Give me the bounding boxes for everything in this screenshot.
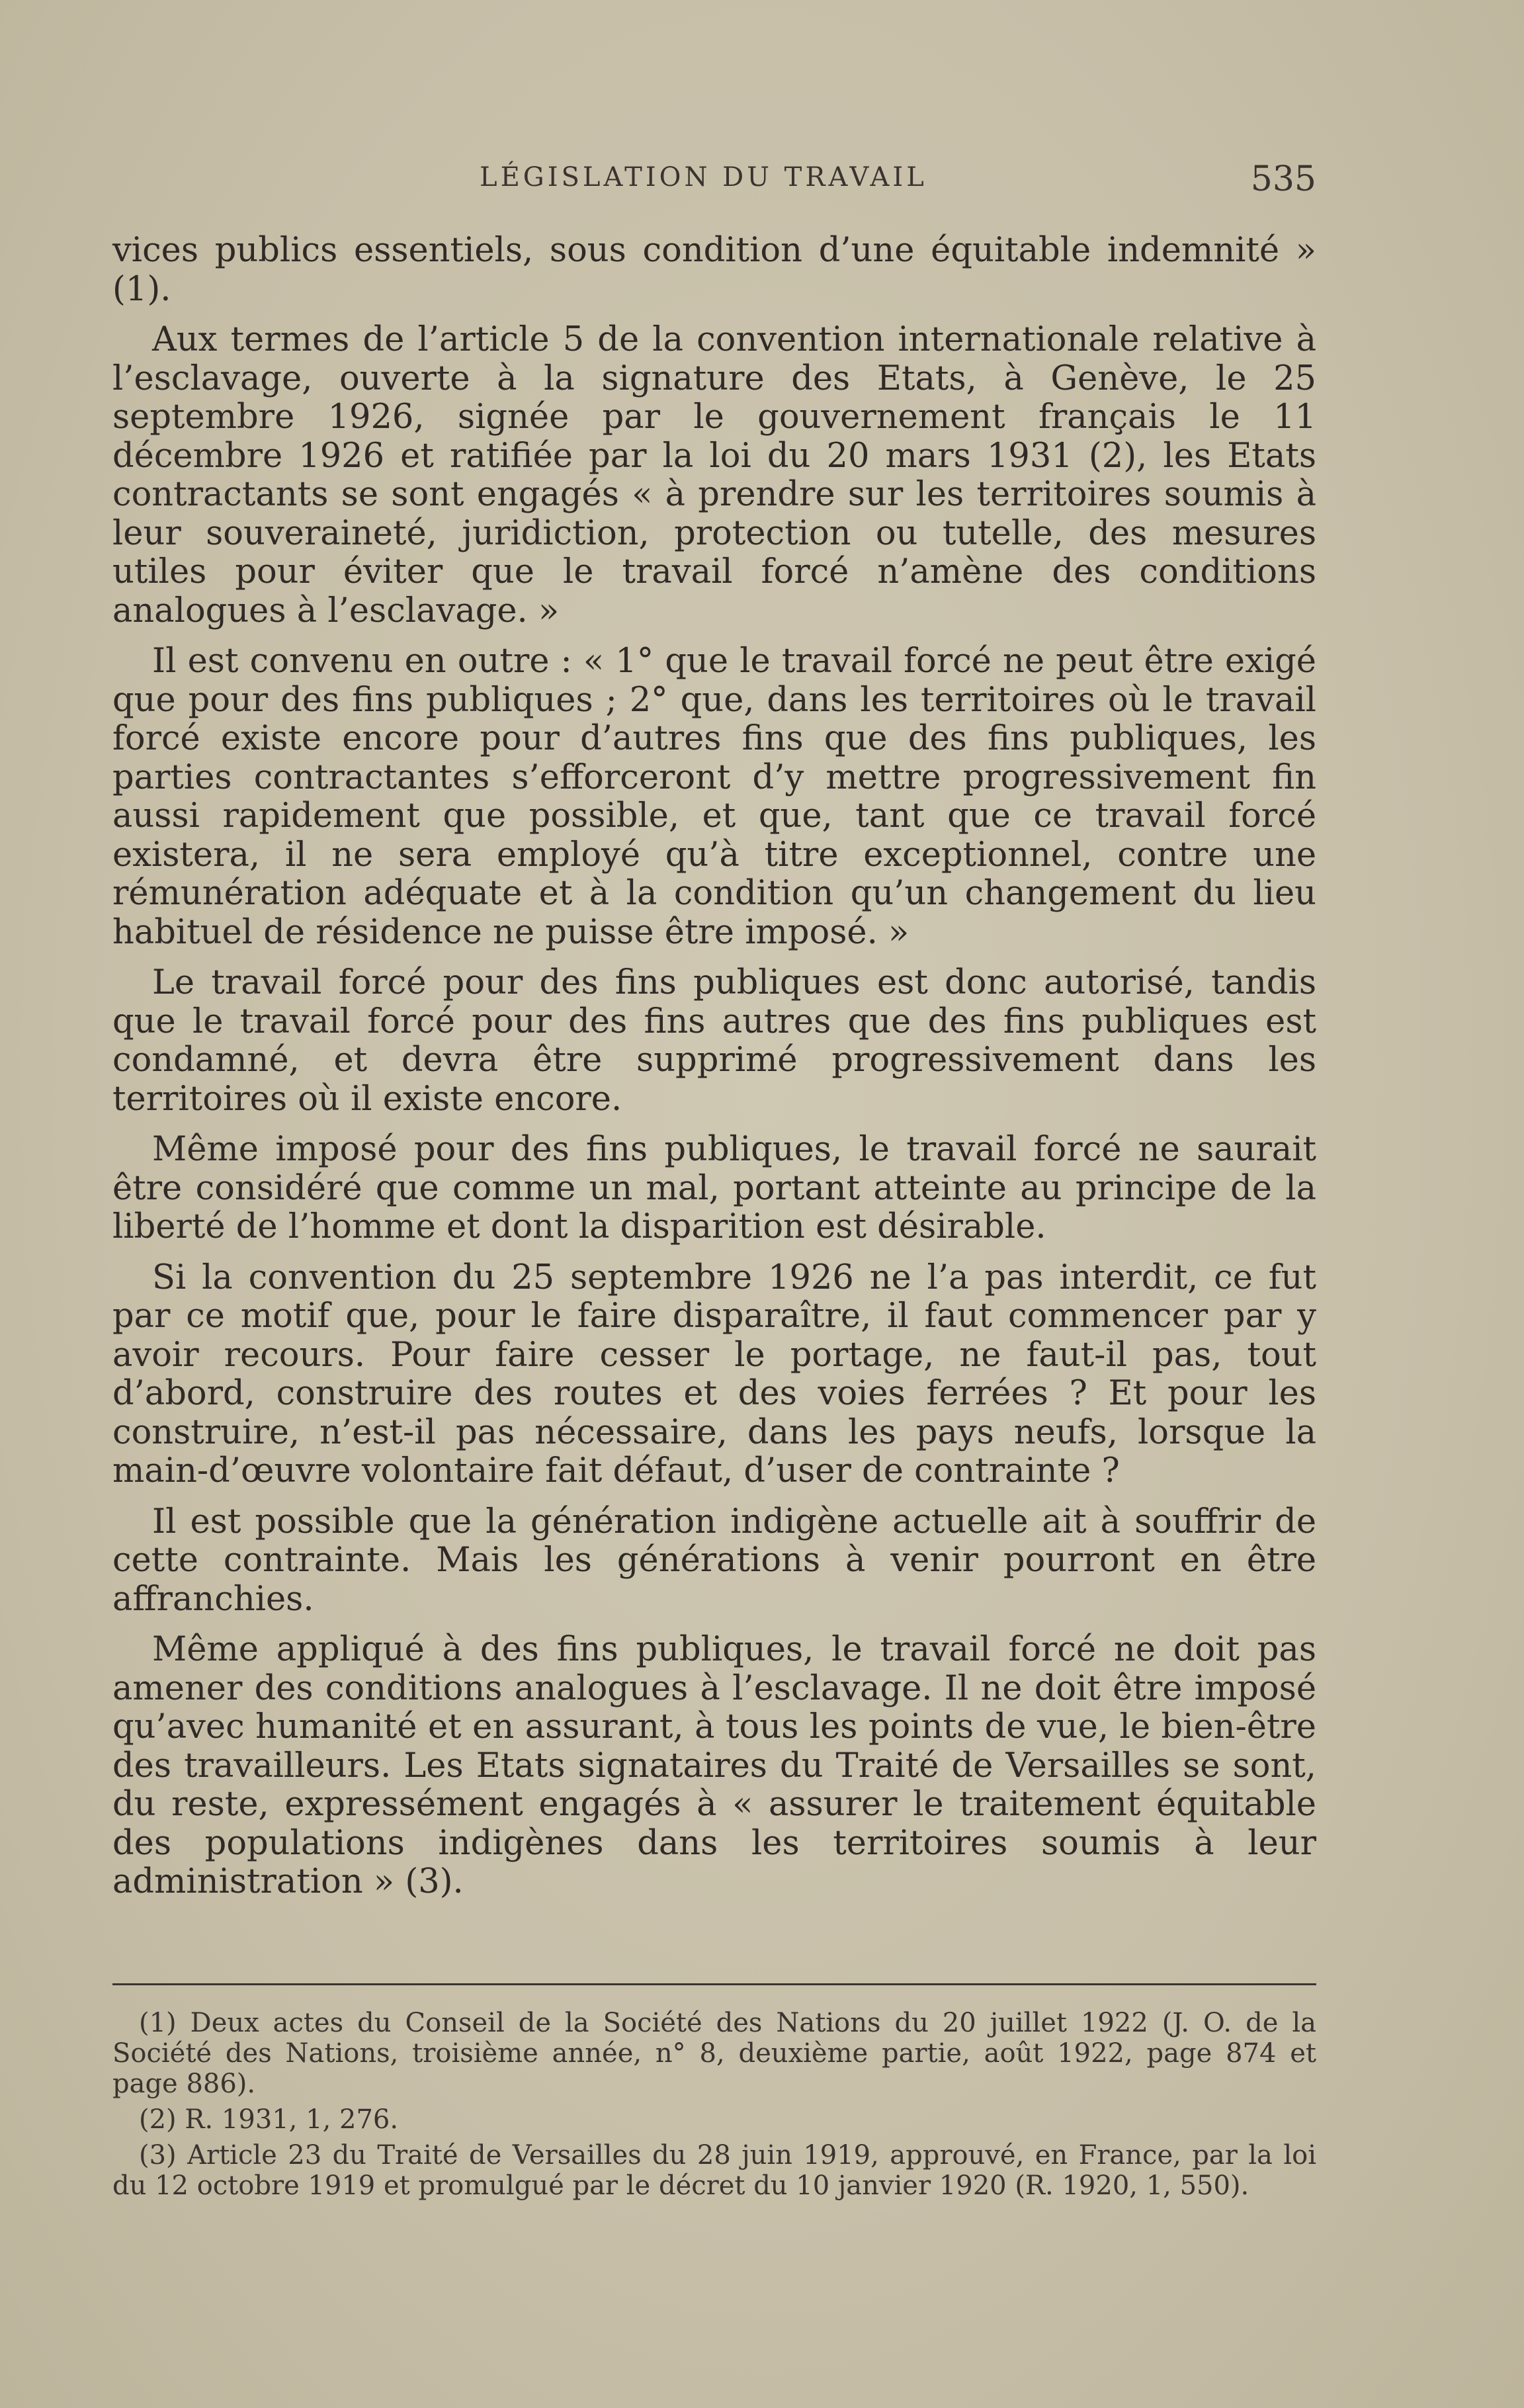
footnote-separator bbox=[112, 1983, 1316, 1985]
paragraph: Il est convenu en outre : « 1° que le travail forcé ne peut être exigé que pour des fins publiques ; 2° que, dans les territoires où le travail forcé existe encore pour d’autres fins que des fins publiques, les parties contractantes s’efforceront d’y mettre progressivement fin aussi rapidement que possible, et que, tant que ce travail forcé existera, il ne sera employé qu’à titre exceptionnel, contre une rémunération adéquate et à la condition qu’un changement du lieu habituel de résidence ne puisse être imposé. » bbox=[112, 642, 1316, 952]
paragraph: Aux termes de l’article 5 de la convention internationale relative à l’esclavage, ouverte à la signature des Etats, à Genève, le 25 septembre 1926, signée par le gouvernement français le 11 décembre 1926 et ratifiée par la loi du 20 mars 1931 (2), les Etats contractants se sont engagés « à prendre sur les territoires soumis à leur souveraineté, juridiction, protection ou tutelle, des mesures utiles pour éviter que le travail forcé n’amène des conditions analogues à l’esclavage. » bbox=[112, 320, 1316, 630]
footnote: (2) R. 1931, 1, 276. bbox=[139, 2104, 399, 2135]
paragraph: Si la convention du 25 septembre 1926 ne l’a pas interdit, ce fut par ce motif que, pour le faire disparaître, il faut commencer par y avoir recours. Pour faire cesser le portage, ne faut-il pas, tout d’abord, construire des routes et des voies ferrées ? Et pour les construire, n’est-il pas nécessaire, dans les pays neufs, lorsque la main-d’œuvre volontaire fait défaut, d’user de contrainte ? bbox=[112, 1258, 1316, 1490]
footnote: (3) Article 23 du Traité de Versailles du 28 juin 1919, approuvé, en France, par la loi du 12 octobre 1919 et promulgué par le décret du 10 janvier 1920 (R. 1920, 1, 550). bbox=[112, 2140, 1316, 2201]
page-number: 535 bbox=[1250, 159, 1316, 199]
paragraph: Même appliqué à des fins publiques, le travail forcé ne doit pas amener des conditions analogues à l’esclavage. Il ne doit être imposé qu’avec humanité et en assurant, à tous les points de vue, le bien-être des travailleurs. Les Etats signataires du Traité de Versailles se sont, du reste, expressément engagés à « assurer le traitement équitable des populations indigènes dans les territoires soumis à leur administration » (3). bbox=[112, 1630, 1316, 1901]
paragraph: Il est possible que la génération indigène actuelle ait à souffrir de cette contrainte. Mais les générations à venir pourront en être affranchies. bbox=[112, 1502, 1316, 1619]
footnotes bbox=[112, 2008, 1316, 2206]
page-header bbox=[112, 159, 1316, 208]
paragraph-continuation: vices publics essentiels, sous condition d’une équitable indemnité » (1). bbox=[112, 231, 1316, 309]
paragraph: Même imposé pour des fins publiques, le travail forcé ne saurait être considéré que comme un mal, portant atteinte au principe de la liberté de l’homme et dont la disparition est désirable. bbox=[112, 1130, 1316, 1246]
paragraph: Le travail forcé pour des fins publiques est donc autorisé, tandis que le travail forcé pour des fins autres que des fins publiques est condamné, et devra être supprimé progressivement dans les territoires où il existe encore. bbox=[112, 963, 1316, 1119]
running-title: LÉGISLATION DU TRAVAIL bbox=[480, 162, 927, 193]
main-text bbox=[112, 232, 1316, 1914]
footnote: (1) Deux actes du Conseil de la Société des Nations du 20 juillet 1922 (J. O. de la Société des Nations, troisième année, n° 8, deuxième partie, août 1922, page 874 et page 886). bbox=[112, 2008, 1316, 2099]
